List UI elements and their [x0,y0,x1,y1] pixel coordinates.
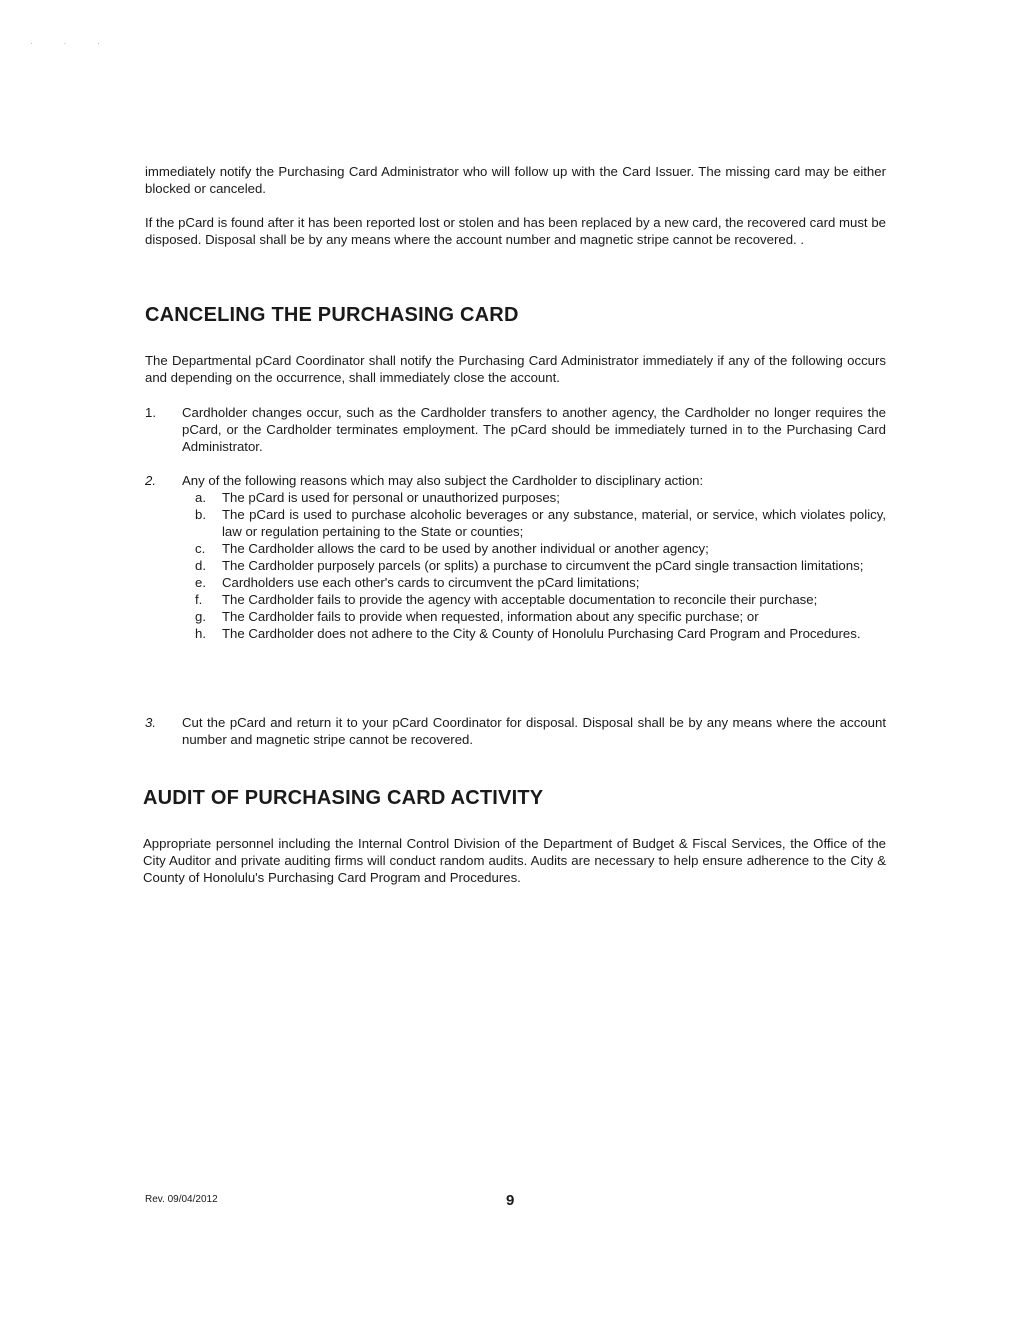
paragraph-canceling-intro: The Departmental pCard Coordinator shall notify the Purchasing Card Administrator immediately if any of the following occurs and depending on the occurrence, shall immediately close the account. [145,353,886,385]
sub-list-letter: h. [195,626,206,641]
heading-canceling: CANCELING THE PURCHASING CARD [145,304,519,326]
scan-artifact: · · · [30,38,114,48]
sub-list-item [195,608,886,625]
sub-list-letter: d. [195,558,206,573]
sub-list-item [195,489,886,506]
sub-list-letter: e. [195,575,206,590]
list-item [145,472,886,642]
sub-list-item [195,591,886,608]
page-number: 9 [506,1192,515,1209]
list-number: 2. [145,473,156,488]
sub-list-letter: a. [195,490,206,505]
list-number: 3. [145,715,156,730]
sub-list-text: The pCard is used for personal or unauthorized purposes; [222,490,560,505]
sub-list-letter: b. [195,507,206,522]
paragraph-recovered-card: If the pCard is found after it has been reported lost or stolen and has been replaced by a new card, the recovered card must be disposed. Disposal shall be by any means where the account number and magnetic stripe cannot be recovered. . [145,215,886,247]
sub-list-item [195,506,886,540]
sub-list-letter: f. [195,592,203,607]
sub-list-text: The Cardholder fails to provide when requested, information about any specific purchase; or [222,609,759,624]
sub-list-text: The Cardholder purposely parcels (or splits) a purchase to circumvent the pCard single transaction limitations; [222,558,864,573]
sub-list-text: The Cardholder allows the card to be used by another individual or another agency; [222,541,709,556]
sub-list-text: The pCard is used to purchase alcoholic beverages or any substance, material, or service, which violates policy, law or regulation pertaining to the State or counties; [222,507,886,539]
list-item [145,714,886,748]
sub-list [182,489,886,642]
list-item-text: Any of the following reasons which may also subject the Cardholder to disciplinary action: [182,473,704,488]
sub-list-text: Cardholders use each other's cards to circumvent the pCard limitations; [222,575,640,590]
sub-list-item [195,625,886,642]
heading-audit: AUDIT OF PURCHASING CARD ACTIVITY [143,787,544,809]
list-item [145,404,886,455]
sub-list-letter: g. [195,609,206,624]
paragraph-audit: Appropriate personnel including the Internal Control Division of the Department of Budget & Fiscal Services, the Office of the City Auditor and private auditing firms will conduct random audits. Audits are necessary to help ensure adherence to the City & County of Honolulu's Purchasing Card Program and Procedures. [143,836,886,885]
sub-list-letter: c. [195,541,206,556]
sub-list-text: The Cardholder fails to provide the agency with acceptable documentation to reconcile their purchase; [222,592,818,607]
sub-list-item [195,574,886,591]
paragraph-missing-card: immediately notify the Purchasing Card Administrator who will follow up with the Card Issuer. The missing card may be either blocked or canceled. [145,164,886,196]
list-item-text: Cut the pCard and return it to your pCard Coordinator for disposal. Disposal shall be by any means where the account number and magnetic stripe cannot be recovered. [182,715,886,747]
revision-date: Rev. 09/04/2012 [145,1194,218,1205]
sub-list-item [195,540,886,557]
list-item-text: Cardholder changes occur, such as the Cardholder transfers to another agency, the Cardholder no longer requires the pCard, or the Cardholder terminates employment. The pCard should be immediately turned in to the Purchasing Card Administrator. [182,405,886,454]
list-number: 1. [145,405,156,420]
sub-list-item [195,557,886,574]
sub-list-text: The Cardholder does not adhere to the City & County of Honolulu Purchasing Card Program and Procedures. [222,626,861,641]
